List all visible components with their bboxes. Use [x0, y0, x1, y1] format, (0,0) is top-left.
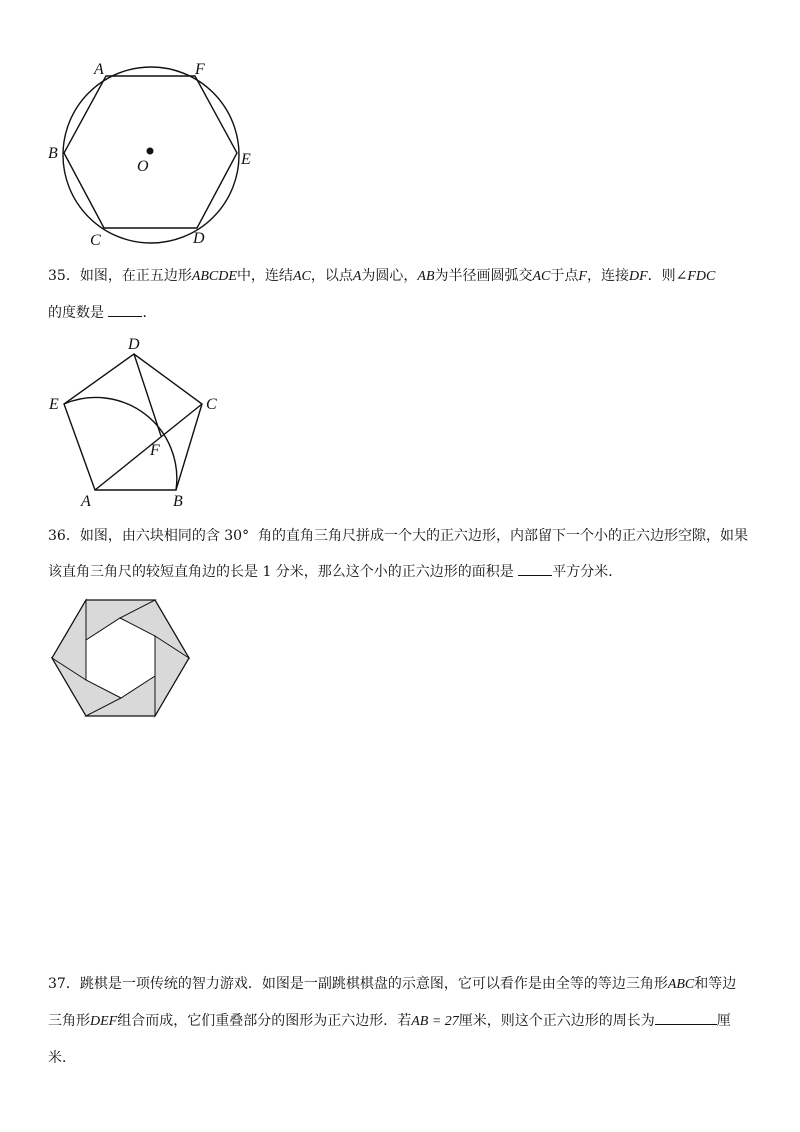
label-e: E: [241, 151, 251, 168]
text: 为圆心，: [361, 268, 418, 284]
question-36: [48, 518, 752, 590]
math: F: [578, 269, 587, 284]
text: 中，连结: [236, 268, 293, 284]
figure-hexagon-in-circle: [40, 55, 280, 255]
text: 跳棋是一项传统的智力游戏．如图是一副跳棋棋盘的示意图，它可以看作是由全等的等边三角形: [79, 976, 668, 992]
text: 三角形: [48, 1013, 90, 1029]
figure-six-triangles-hexagon: [48, 595, 193, 721]
text: 和等边: [694, 976, 737, 992]
math: AB: [417, 269, 435, 284]
arc-ef: [64, 397, 177, 490]
question-number: 37．: [48, 976, 80, 992]
question-35-line-1: [48, 258, 752, 295]
question-35: [48, 258, 752, 331]
text: 如图，在正五边形: [79, 268, 192, 284]
math: ABCDE: [191, 269, 237, 284]
text: ．则∠: [647, 268, 688, 284]
text: ．: [142, 305, 157, 321]
math: FDC: [687, 269, 716, 284]
triangle-3: [155, 636, 189, 716]
label-a: A: [94, 61, 104, 78]
label-c: C: [206, 396, 217, 413]
triangle-6: [52, 600, 86, 680]
label-b: B: [48, 145, 58, 162]
question-37-line-3: [48, 1040, 752, 1076]
question-37-line-1: [48, 966, 752, 1003]
question-36-line-2: [48, 554, 752, 590]
math: DF: [628, 269, 648, 284]
label-c: C: [90, 232, 101, 249]
text: 厘: [716, 1013, 731, 1029]
label-f: F: [195, 61, 205, 78]
label-b: B: [173, 493, 183, 510]
question-37: [48, 966, 752, 1076]
text: 为半径画圆弧交: [434, 268, 533, 284]
text: 厘米，则这个正六边形的周长为: [458, 1013, 655, 1029]
question-number: 36．: [48, 528, 80, 544]
label-e: E: [49, 396, 59, 413]
circumscribed-circle: [63, 67, 239, 243]
text: 平方分米．: [552, 564, 623, 580]
math: DEF: [90, 1014, 118, 1029]
question-number: 35．: [48, 268, 80, 284]
math: AC: [292, 269, 311, 284]
label-f: F: [150, 442, 160, 459]
text: 组合而成，它们重叠部分的图形为正六边形．若: [117, 1013, 412, 1029]
answer-blank[interactable]: [108, 302, 142, 317]
text: ，连接: [586, 268, 629, 284]
text: 米．: [48, 1050, 76, 1066]
figure-pentagon-arc: [40, 332, 240, 512]
math: ABC: [667, 977, 695, 992]
text: 的度数是: [48, 305, 104, 321]
pentagon-abcde: [64, 354, 202, 490]
question-35-line-2: [48, 295, 752, 331]
math: A: [352, 269, 362, 284]
question-37-line-2: [48, 1003, 752, 1040]
question-36-line-1: [48, 518, 752, 554]
center-point-o: [147, 148, 154, 155]
answer-blank[interactable]: [518, 561, 552, 576]
label-a: A: [81, 493, 91, 510]
label-d: D: [128, 336, 140, 353]
text: 如图，由六块相同的含 30° 角的直角三角尺拼成一个大的正六边形，内部留下一个小的正六边形空隙，如果: [79, 528, 748, 544]
math: AB = 27: [411, 1014, 459, 1029]
label-o: O: [137, 158, 149, 175]
segment-df: [134, 354, 161, 436]
text: ，以点: [310, 268, 353, 284]
answer-blank[interactable]: [655, 1010, 717, 1025]
text: 该直角三角尺的较短直角边的长是 1 分米，那么这个小的正六边形的面积是: [48, 564, 514, 580]
text: 于点: [550, 268, 579, 284]
math: AC: [532, 269, 551, 284]
label-d: D: [193, 230, 205, 247]
